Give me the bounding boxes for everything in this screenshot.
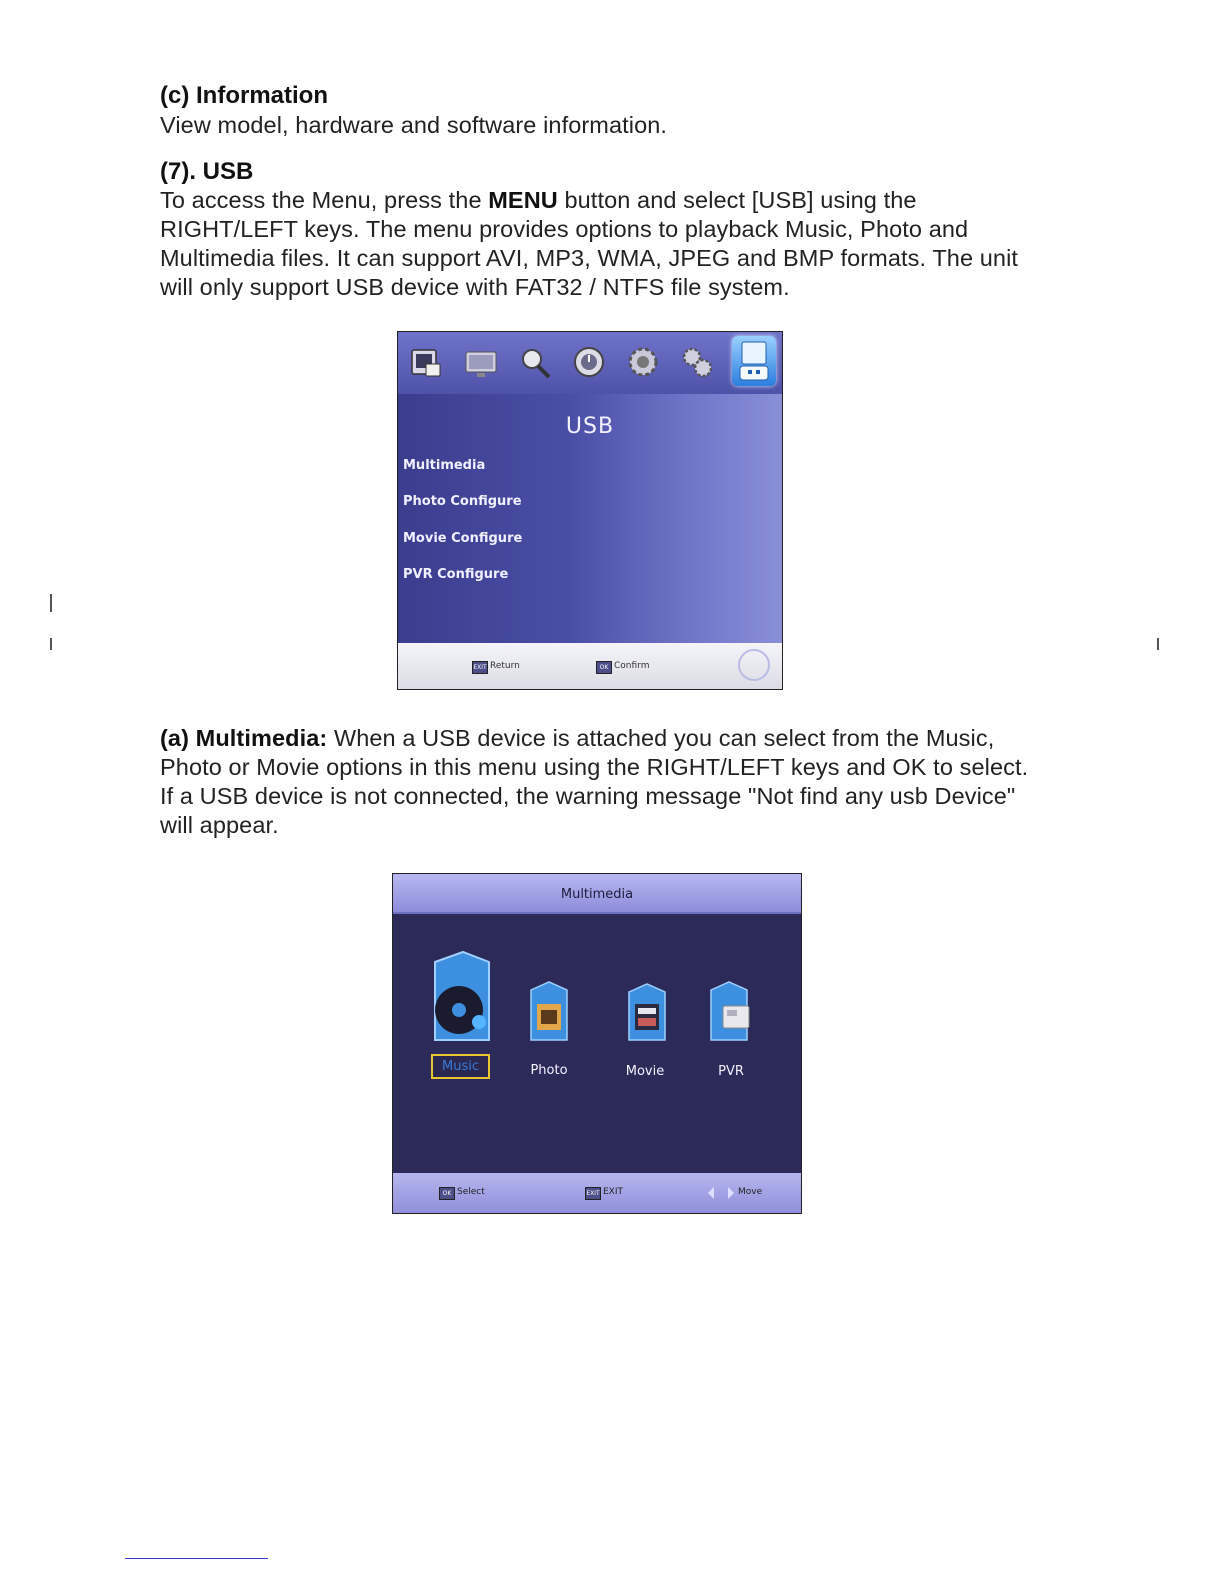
footer-rule [125,1558,268,1559]
usb-para-text-1: To access the Menu, press the [160,187,489,213]
menu-item-photo-configure[interactable]: Photo Configure [403,494,522,509]
pvr-folder-icon[interactable] [707,980,753,1042]
move-hint: Move [738,1187,763,1197]
menu-item-multimedia[interactable]: Multimedia [403,458,486,473]
music-folder-icon[interactable] [429,948,495,1044]
usb-icon[interactable] [732,336,776,386]
exit-key-icon: EXIT [585,1187,601,1200]
tools-icon[interactable] [678,344,716,380]
option-pvr[interactable]: PVR [718,1064,744,1079]
usb-menu-footer [398,643,782,689]
menu-item-movie-configure[interactable]: Movie Configure [403,531,523,546]
navigation-arrows-icon [738,649,770,681]
photo-folder-icon[interactable] [527,980,571,1042]
tv-icon[interactable] [462,344,500,380]
menu-item-pvr-configure[interactable]: PVR Configure [403,567,509,582]
return-hint: Return [490,661,520,671]
usb-para-text-2: button and select [USB] using the RIGHT/LEFT keys. The menu provides options to playback Music, Photo and Multimedia files. It can support AVI, MP3, WMA, JPEG and BMP formats. The unit will only support USB device with FAT32 / NTFS file system. [160,187,1019,300]
usb-menu-title: USB [565,414,615,439]
confirm-hint: Confirm [614,661,650,671]
option-movie[interactable]: Movie [625,1064,665,1079]
option-music[interactable]: Music [431,1054,490,1079]
usb-menu-screenshot [397,331,783,690]
information-heading: (c) Information [160,82,328,109]
select-hint: Select [457,1187,485,1197]
picture-icon[interactable] [408,344,446,380]
multimedia-title-bar [393,874,801,914]
multimedia-menu-title: Multimedia [560,887,634,902]
exit-hint: EXIT [603,1187,624,1197]
multimedia-text: When a USB device is attached you can select from the Music, Photo or Movie options in this menu using the RIGHT/LEFT keys and OK to select. If a USB device is not connected, the warning message "Not find any usb Device" will appear. [160,725,1029,838]
usb-paragraph [160,186,1040,302]
search-icon[interactable] [516,344,554,380]
multimedia-footer [393,1173,801,1213]
margin-mark [50,594,52,612]
information-text: View model, hardware and software information. [160,112,668,138]
multimedia-heading: (a) Multimedia: [160,725,328,751]
movie-folder-icon[interactable] [625,982,669,1042]
left-right-arrows-icon [706,1185,736,1201]
margin-mark [1157,638,1159,650]
usb-heading: (7). USB [160,158,254,185]
margin-mark [50,638,52,650]
clock-icon[interactable] [570,344,608,380]
multimedia-paragraph [160,724,1040,840]
menu-keyword: MENU [488,187,558,213]
settings-icon[interactable] [624,344,662,380]
multimedia-menu-screenshot [392,873,802,1214]
ok-key-icon: OK [439,1187,455,1200]
exit-key-icon: EXIT [472,661,488,674]
ok-key-icon: OK [596,661,612,674]
option-photo[interactable]: Photo [530,1063,568,1078]
main-menu-icon-bar [398,332,782,394]
